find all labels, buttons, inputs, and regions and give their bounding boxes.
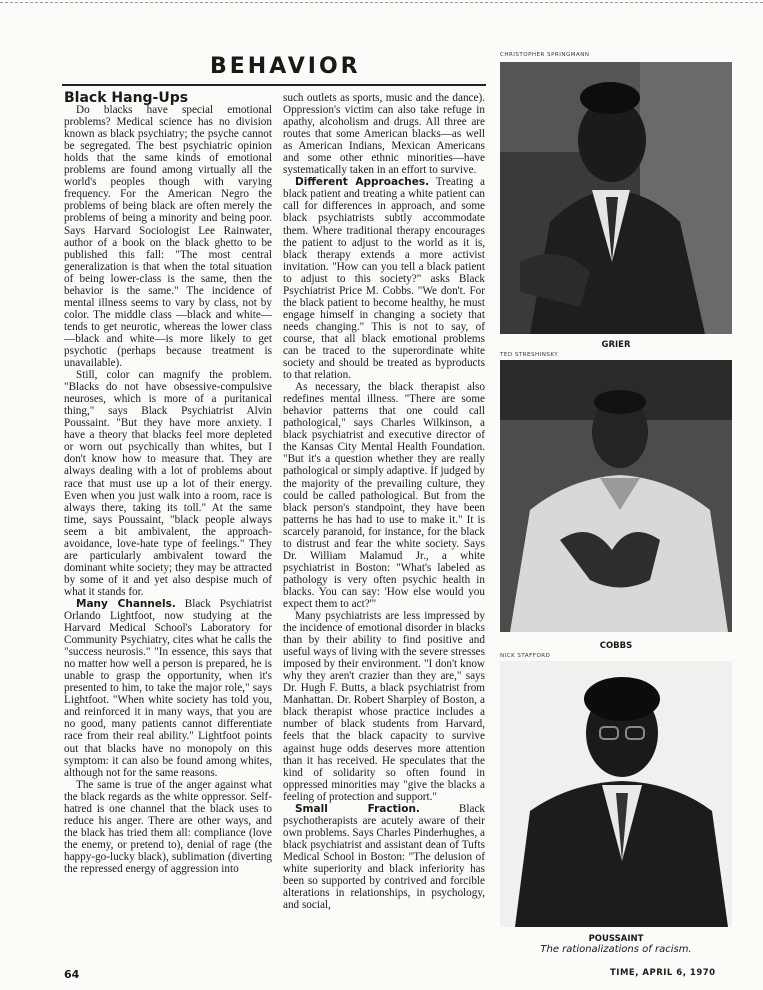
subhead: Small Fraction. [295,802,420,815]
section-rule [62,84,486,86]
photo-caption: GRIER [601,340,631,350]
paragraph: Different Approaches. Treating a black patient and treating a white patient can call for differences in approach, and some black psychiatrists subtly accommodate them. Where traditional therapy encourages the patient to adjust to the world as it is, black therapy extends a more activist invitation. "How can you tell a black patient to adjust to this society?" asks Black Psychiatrist Price M. Cobbs. "We don't. For the black patient to become healthy, he must engage himself in changing a society that needs changing." This is not to say, of course, that all black emotional problems can be traced to the superordinate white society and should be treated as byproducts to that relation. [283,176,485,382]
photo-credit: TED STRESHINSKY [500,352,559,358]
paragraph: Small Fraction. Black psychotherapists are acutely aware of their own problems. Says Charles Pinderhughes, a black psychiatrist and assistant dean of Tufts Medical School in Boston: "The delusion of white superiority and black inferiority has been so supported by contrived and forcible alterations in relationships, in psychology, and social, [283,802,486,912]
photo-caption: POUSSAINT [588,934,644,944]
photo-poussaint [500,661,732,927]
paragraph: Many Channels. Black Psychiatrist Orlando Lightfoot, now studying at the Harvard Medical School's Laboratory for Community Psychiatry, cites what he calls the "success neurosis." "In essence, this says that no matter how well a person is prepared, he is unable to grasp the opportunity, when it's presented to him, to take the major role," says Lightfoot. "When white society has told you, and reinforced it in many ways, that you are no good, many patients cannot differentiate race from their real ability." Lightfoot points out that blacks have no monopoly on this symptom: it can also be found among whites, although not for the same reasons. [64,597,272,779]
photo-credit: CHRISTOPHER SPRINGMANN [500,52,590,58]
photo-cobbs [500,360,732,632]
paragraph: Still, color can magnify the problem. "Blacks do not have obsessive-compulsive neuroses, which is more of a puritanical thing," says Black Psychiatrist Alvin Poussaint. "But they have more anxiety. I have a theory that blacks feel more depleted or worn out psychically than whites, but I don't know how to measure that. They are always dealing with a lot of problems about race that must use up a lot of their energy. Even when you just walk into a room, race is always there, taking its toll." At the same time, says Poussaint, "black people always seem a bit ambivalent, the approach-avoidance, love-hate type of feelings." They are particularly ambivalent toward the dominant white society; they may be attracted by some of it and yet also despise much of what it stands for. [64,369,272,598]
section-title: BEHAVIOR [210,54,361,79]
photo-grier [500,62,732,334]
photo-credit: NICK STAFFORD [500,653,551,659]
paragraph: As necessary, the black therapist also redefines mental illness. "There are some behavior patterns that one could call pathological," says Charles Wilkinson, a black psychiatrist and executive director of the Kansas City Mental Health Foundation. "But it's a question whether they are really pathological or simply adaptive. If judged by the majority of the prevailing culture, they could be called pathological. But from the black person's standpoint, they have been patterns he has had to use to make it." It is scarcely paranoid, for instance, for the black to distrust and fear the white society. Says Dr. William Malamud Jr., a white psychiatrist in Boston: "What's labeled as pathology is very often psychic health in blacks. You can say: 'How else would you expect them to act?'" [283,381,485,610]
paragraph: such outlets as sports, music and the dance). Oppression's victim can also take refuge in apathy, alcoholism and drugs. All three are routes that some American blacks—as well as American Indians, Mexican Americans and some other ethnic minorities—have systematically taken in an effort to survive. [283,92,485,177]
article-column-1 [64,92,272,875]
paragraph: The same is true of the anger against what the black regards as the white oppressor. Self-hatred is one channel that the black uses to reduce his anger. There are other ways, and the black has tried them all: compliance (love the enemy, or pretend to), denial of rage (the happy-go-lucky black), sublimation (diverting the repressed energy of aggression into [64,778,272,875]
issue-footer: TIME, APRIL 6, 1970 [610,968,716,978]
photo-caption: COBBS [599,641,633,651]
photo-tagline: The rationalizations of racism. [540,944,692,955]
article-headline: Black Hang-Ups [64,90,189,106]
paragraph: Do blacks have special emotional problems? Medical science has no division known as black psychiatry; the psyche cannot be segregated. The best psychiatric opinion holds that the same kinds of emotional problems are found among virtually all the world's peoples though with varying frequency. For the American Negro the problems of being black are often merely the problems of being a minority and being poor. Says Harvard Sociologist Lee Rainwater, author of a book on the black ghetto to be published this fall: "The most central generalization is that when the total situation of being lower-class is the same, then the behavior is the same." The incidence of mental illness seems to vary by class, not by color. The middle class —black and white—tends to get neurotic, whereas the lower class—black and white—is more likely to get psychotic (perhaps because treatment is unavailable). [64,104,272,370]
subhead: Many Channels. [76,597,176,610]
page-number: 64 [64,968,80,981]
paragraph: Many psychiatrists are less impressed by the incidence of emotional disorder in blacks than by their ability to find positive and useful ways of living with the severe stresses imposed by their environment. "I don't know why they aren't crazier than they are," says Dr. Hugh F. Butts, a black psychiatrist from Manhattan. Dr. Robert Sharpley of Boston, a black therapist whose practice includes a number of black students from Harvard, feels that the black capacity to survive against huge odds deserves more attention than it has received. He speculates that the kind of solidarity so often found in oppressed minorities may "give the blacks a feeling of protection and support." [283,610,485,803]
subhead: Different Approaches. [295,176,430,189]
article-column-2 [283,92,485,911]
top-edge-line [0,2,763,3]
